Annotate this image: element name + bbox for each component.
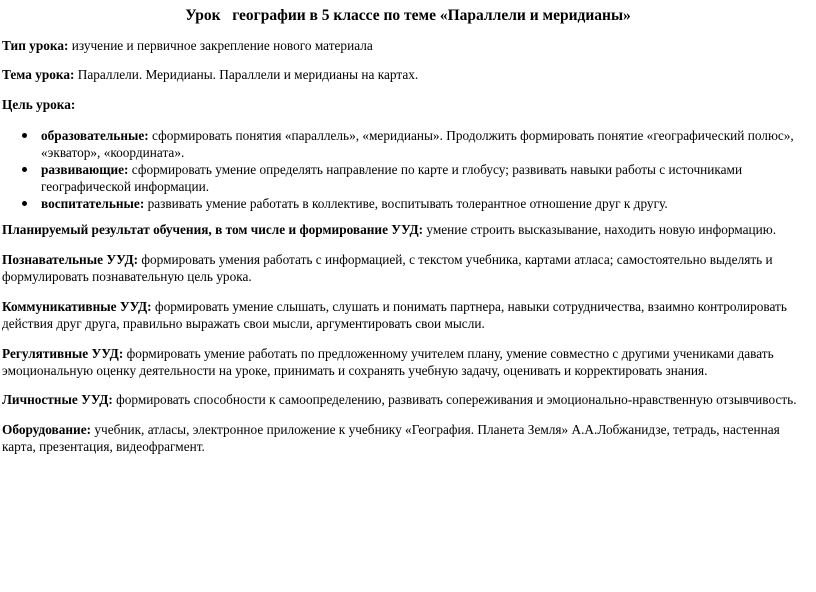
goals-list: [2, 127, 808, 212]
lesson-topic: [2, 66, 808, 83]
lesson-goal: [2, 96, 808, 113]
page-title: Урок географии в 5 классе по теме «Параллели и меридианы»: [185, 7, 631, 24]
equipment-text: учебник, атласы, электронное приложение к учебнику «География. Планета Земля» А.А.Лобжанидзе, тетрадь, настенная карта, презентация, видеофрагмент.: [2, 422, 780, 454]
planned-result-text: умение строить высказывание, находить новую информацию.: [423, 222, 777, 237]
bullet-icon: [22, 167, 27, 172]
cognitive-uud: [2, 251, 808, 285]
goal-text: сформировать умение определять направление по карте и глобусу; развивать навыки работы с источниками географической информации.: [41, 162, 743, 194]
lesson-type: [2, 37, 808, 54]
planned-result: [2, 221, 808, 238]
lesson-type-label: Тип урока:: [2, 38, 69, 53]
cognitive-uud-label: Познавательные УУД:: [2, 252, 139, 267]
goal-item-upbringing: [2, 195, 808, 212]
communicative-uud-label: Коммуникативные УУД:: [2, 299, 152, 314]
goal-text: сформировать понятия «параллель», «меридианы». Продолжить формировать понятие «географический полюс», «экватор», «координата».: [41, 128, 794, 160]
regulatory-uud: [2, 345, 808, 379]
personal-uud: [2, 391, 808, 408]
lesson-goal-label: Цель урока:: [2, 97, 76, 112]
personal-uud-text: формировать способности к самоопределению, развивать сопереживания и эмоционально-нравственную отзывчивость.: [112, 392, 797, 407]
goal-item-educational: [2, 127, 808, 161]
regulatory-uud-text: формировать умение работать по предложенному учителем плану, умение совместно с другими учениками давать эмоциональную оценку деятельности на уроке, принимать и сохранять учебную задачу, оценивать и корректировать знания.: [2, 346, 774, 378]
goal-label: воспитательные:: [41, 196, 145, 211]
cognitive-uud-text: формировать умения работать с информацией, с текстом учебника, картами атласа; самостоятельно выделять и формулировать познавательную цель урока.: [2, 252, 773, 284]
bullet-icon: [22, 133, 27, 138]
personal-uud-label: Личностные УУД:: [2, 392, 113, 407]
goal-text: развивать умение работать в коллективе, воспитывать толерантное отношение друг к другу.: [144, 196, 668, 211]
regulatory-uud-label: Регулятивные УУД:: [2, 346, 124, 361]
goal-label: развивающие:: [41, 162, 129, 177]
lesson-topic-label: Тема урока:: [2, 67, 75, 82]
equipment: [2, 421, 808, 455]
communicative-uud: [2, 298, 808, 332]
equipment-label: Оборудование:: [2, 422, 92, 437]
planned-result-label: Планируемый результат обучения, в том числе и формирование УУД:: [2, 222, 424, 237]
bullet-icon: [22, 201, 27, 206]
goal-label: образовательные:: [41, 128, 149, 143]
lesson-type-text: изучение и первичное закрепление нового материала: [68, 38, 373, 53]
communicative-uud-text: формировать умение слышать, слушать и понимать партнера, навыки сотрудничества, взаимно контролировать действия друг друга, правильно выражать свои мысли, аргументировать свои мысли.: [2, 299, 787, 331]
goal-item-developmental: [2, 161, 808, 195]
lesson-topic-text: Параллели. Меридианы. Параллели и меридианы на картах.: [74, 67, 419, 82]
